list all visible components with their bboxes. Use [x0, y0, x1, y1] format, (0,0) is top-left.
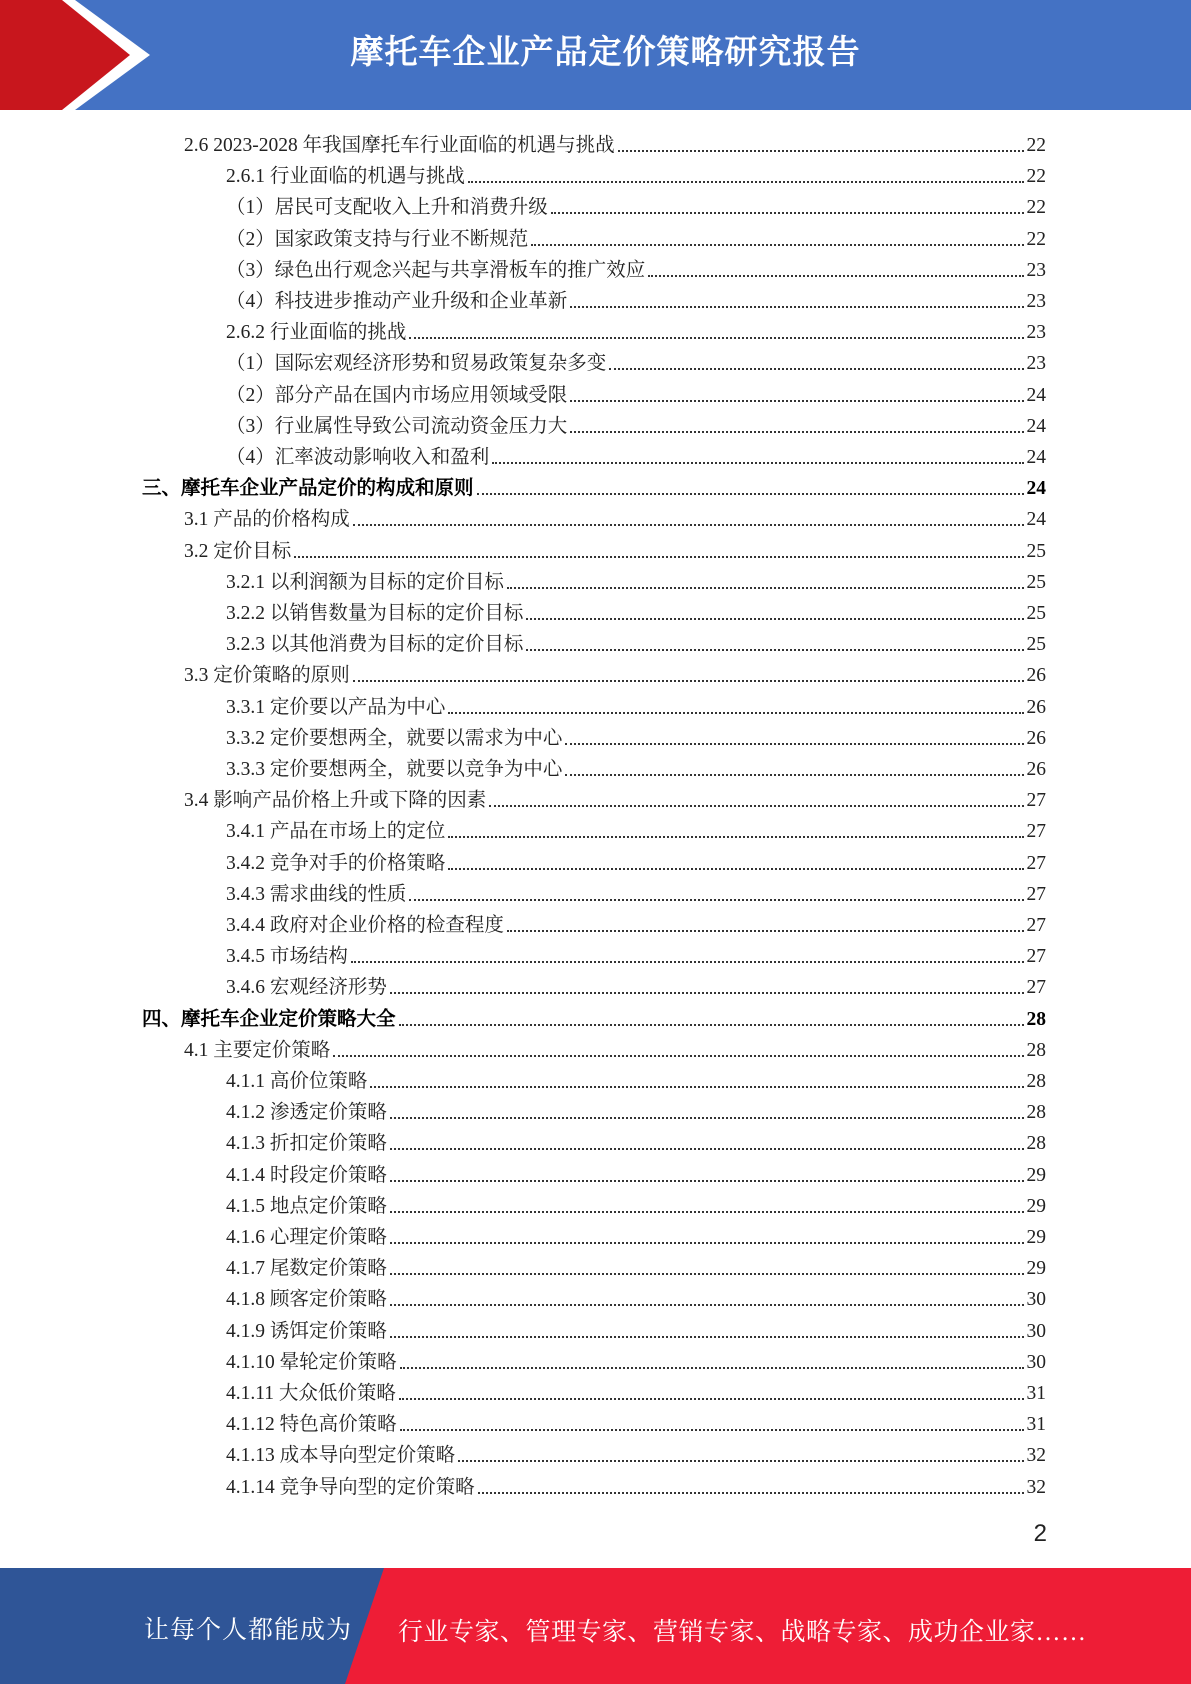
toc-entry-page: 29 [1026, 1227, 1046, 1248]
toc-dot-leader [399, 1024, 1024, 1026]
toc-dot-leader [648, 275, 1023, 277]
toc-entry-page: 23 [1026, 291, 1046, 312]
toc-entry-page: 24 [1026, 478, 1046, 500]
toc-entry[interactable] [226, 751, 1046, 782]
toc-dot-leader [526, 649, 1023, 651]
toc-entry-page: 30 [1026, 1351, 1046, 1373]
report-title: 摩托车企业产品定价策略研究报告 [350, 32, 861, 71]
toc-dot-leader [489, 805, 1023, 807]
toc-entry[interactable] [142, 470, 1046, 501]
toc-entry-label: 3.4 影响产品价格上升或下降的因素 [184, 790, 487, 812]
toc-entry-label: 3.2.2 以销售数量为目标的定价目标 [226, 603, 524, 624]
toc-dot-leader [400, 1429, 1024, 1431]
toc-dot-leader [390, 992, 1024, 994]
toc-entry-page: 30 [1026, 1289, 1046, 1311]
toc-entry[interactable] [226, 1437, 1046, 1468]
toc-entry-label: 4.1.12 特色高价策略 [226, 1414, 397, 1436]
toc-entry[interactable] [184, 501, 1046, 532]
toc-entry-label: 3.3 定价策略的原则 [184, 665, 350, 687]
toc-dot-leader [507, 930, 1024, 932]
toc-entry-page: 25 [1026, 571, 1046, 593]
toc-entry-label: 3.4.3 需求曲线的性质 [226, 883, 407, 905]
toc-entry-page: 25 [1026, 603, 1046, 624]
toc-entry[interactable] [184, 533, 1046, 564]
toc-entry-page: 24 [1026, 447, 1046, 468]
toc-dot-leader [409, 899, 1023, 901]
toc-entry-page: 29 [1026, 1164, 1046, 1186]
footer-slogan-left: 让每个人都能成为 [144, 1617, 353, 1644]
toc-entry[interactable] [226, 221, 1046, 252]
toc-entry[interactable] [184, 127, 1046, 158]
toc-entry-page: 31 [1026, 1414, 1046, 1436]
toc-entry[interactable] [226, 938, 1046, 969]
toc-entry[interactable] [226, 1188, 1046, 1219]
toc-entry-page: 29 [1026, 1195, 1046, 1217]
toc-dot-leader [351, 961, 1024, 963]
toc-entry[interactable] [226, 595, 1046, 626]
toc-entry-page: 32 [1026, 1476, 1046, 1498]
toc-entry-page: 25 [1026, 634, 1046, 656]
toc-entry-label: （3）绿色出行观念兴起与共享滑板车的推广效应 [226, 259, 646, 281]
toc-entry-page: 28 [1026, 1102, 1046, 1124]
toc-dot-leader [399, 1398, 1024, 1400]
toc-entry[interactable] [226, 1406, 1046, 1437]
toc-dot-leader [390, 1117, 1024, 1119]
toc-entry-label: 3.2.3 以其他消费为目标的定价目标 [226, 634, 524, 656]
toc-entry-label: 2.6.1 行业面临的机遇与挑战 [226, 166, 465, 188]
toc-entry[interactable] [226, 564, 1046, 595]
toc-entry-page: 27 [1026, 790, 1046, 812]
toc-entry[interactable] [226, 1250, 1046, 1281]
toc-dot-leader [570, 400, 1023, 402]
toc-dot-leader [353, 680, 1024, 682]
toc-entry[interactable] [226, 1125, 1046, 1156]
toc-entry-label: 3.1 产品的价格构成 [184, 509, 350, 531]
toc-dot-leader [390, 1148, 1024, 1150]
toc-dot-leader [570, 431, 1023, 433]
toc-dot-leader [390, 1304, 1024, 1306]
toc-dot-leader [570, 306, 1023, 308]
toc-entry-page: 26 [1026, 759, 1046, 780]
toc-entry[interactable] [226, 1281, 1046, 1312]
toc-entry-label: 4.1.13 成本导向型定价策略 [226, 1445, 456, 1467]
toc-entry[interactable] [226, 1219, 1046, 1250]
toc-entry-label: 4.1.8 顾客定价策略 [226, 1289, 387, 1311]
toc-entry-label: 3.4.5 市场结构 [226, 946, 348, 968]
toc-entry-label: 3.3.1 定价要以产品为中心 [226, 696, 446, 718]
toc-entry[interactable] [184, 1032, 1046, 1063]
toc-dot-leader [390, 1180, 1024, 1182]
toc-entry-label: 4.1.10 晕轮定价策略 [226, 1351, 397, 1373]
toc-entry-label: 3.4.6 宏观经济形势 [226, 977, 387, 999]
toc-dot-leader [294, 556, 1023, 558]
toc-dot-leader [370, 1086, 1023, 1088]
toc-entry-page: 32 [1026, 1445, 1046, 1467]
toc-entry-page: 28 [1026, 1039, 1046, 1061]
toc-dot-leader [409, 337, 1023, 339]
toc-entry-label: 3.4.1 产品在市场上的定位 [226, 821, 446, 843]
toc-entry-label: 4.1.7 尾数定价策略 [226, 1258, 387, 1280]
footer-slogan-right: 行业专家、管理专家、营销专家、战略专家、成功企业家…… [398, 1619, 1087, 1646]
toc-entry[interactable] [226, 408, 1046, 439]
toc-entry[interactable] [226, 158, 1046, 189]
toc-entry[interactable] [184, 782, 1046, 813]
toc-entry[interactable] [226, 689, 1046, 720]
toc-dot-leader [353, 524, 1024, 526]
toc-dot-leader [565, 774, 1023, 776]
toc-entry-page: 29 [1026, 1258, 1046, 1280]
toc-entry[interactable] [226, 720, 1046, 751]
toc-dot-leader [448, 712, 1023, 714]
toc-dot-leader [526, 618, 1023, 620]
toc-dot-leader [551, 212, 1024, 214]
toc-dot-leader [507, 587, 1024, 589]
toc-entry-page: 22 [1026, 197, 1046, 219]
toc-entry[interactable] [226, 189, 1046, 220]
toc-entry[interactable] [226, 1344, 1046, 1375]
toc-entry-page: 27 [1026, 883, 1046, 905]
toc-entry-page: 27 [1026, 977, 1046, 999]
toc-entry-label: 3.3.3 定价要想两全，就要以竞争为中心 [226, 759, 563, 780]
toc-entry-page: 27 [1026, 821, 1046, 843]
toc-dot-leader [390, 1242, 1024, 1244]
toc-entry[interactable] [226, 845, 1046, 876]
page-header [0, 0, 1191, 110]
toc-entry[interactable] [226, 1063, 1046, 1094]
toc-entry[interactable] [226, 1313, 1046, 1344]
toc-dot-leader [390, 1336, 1024, 1338]
toc-dot-leader [458, 1460, 1023, 1462]
toc-entry[interactable] [226, 1375, 1046, 1406]
toc-entry-page: 22 [1026, 135, 1046, 156]
toc-entry-page: 30 [1026, 1320, 1046, 1342]
toc-entry-label: 2.6.2 行业面临的挑战 [226, 322, 407, 344]
toc-entry-label: 4.1.2 渗透定价策略 [226, 1102, 387, 1124]
toc-entry[interactable] [226, 907, 1046, 938]
toc-entry-label: 4.1.4 时段定价策略 [226, 1164, 387, 1186]
toc-entry-page: 23 [1026, 353, 1046, 375]
toc-entry[interactable] [226, 969, 1046, 1000]
toc-entry-page: 28 [1026, 1071, 1046, 1092]
toc-entry-page: 26 [1026, 727, 1046, 749]
toc-entry[interactable] [226, 1157, 1046, 1188]
toc-dot-leader [531, 244, 1023, 246]
toc-dot-leader [448, 836, 1023, 838]
toc-entry[interactable] [226, 345, 1046, 376]
toc-entry[interactable] [226, 283, 1046, 314]
toc-entry-label: 3.4.2 竞争对手的价格策略 [226, 852, 446, 874]
toc-dot-leader [478, 1492, 1024, 1494]
toc-entry-label: 4.1.14 竞争导向型的定价策略 [226, 1476, 475, 1498]
toc-entry[interactable] [226, 314, 1046, 345]
toc-entry-page: 24 [1026, 384, 1046, 406]
toc-entry[interactable] [226, 813, 1046, 844]
toc-entry-label: 四、摩托车企业定价策略大全 [142, 1008, 396, 1030]
toc-entry[interactable] [226, 1469, 1046, 1500]
toc-entry-page: 27 [1026, 852, 1046, 874]
toc-entry-label: （3）行业属性导致公司流动资金压力大 [226, 415, 568, 437]
toc-dot-leader [492, 462, 1023, 464]
toc-dot-leader [609, 368, 1023, 370]
toc-dot-leader [565, 743, 1023, 745]
toc-entry[interactable] [226, 377, 1046, 408]
toc-dot-leader [468, 181, 1024, 183]
toc-entry-label: （1）居民可支配收入上升和消费升级 [226, 197, 548, 219]
toc-entry-label: 3.2 定价目标 [184, 540, 292, 562]
toc-entry-label: （2）国家政策支持与行业不断规范 [226, 228, 529, 250]
toc-entry-label: （4）科技进步推动产业升级和企业革新 [226, 291, 568, 312]
toc-entry-page: 24 [1026, 415, 1046, 437]
toc-entry-label: 3.3.2 定价要想两全，就要以需求为中心 [226, 727, 563, 749]
toc-entry-label: 4.1.5 地点定价策略 [226, 1195, 387, 1217]
toc-entry-page: 22 [1026, 166, 1046, 188]
toc-entry-label: 3.2.1 以利润额为目标的定价目标 [226, 571, 504, 593]
toc-entry-page: 27 [1026, 946, 1046, 968]
toc-entry-label: 4.1.3 折扣定价策略 [226, 1133, 387, 1155]
toc-entry-page: 26 [1026, 665, 1046, 687]
toc-entry-page: 23 [1026, 259, 1046, 281]
toc-entry-page: 28 [1026, 1008, 1046, 1030]
toc-entry-label: 4.1 主要定价策略 [184, 1039, 331, 1061]
toc-entry-page: 25 [1026, 540, 1046, 562]
toc-entry-label: 4.1.1 高价位策略 [226, 1071, 368, 1092]
toc-entry[interactable] [226, 876, 1046, 907]
page-footer [0, 1568, 1191, 1684]
toc-entry-label: 4.1.9 诱饵定价策略 [226, 1320, 387, 1342]
toc-entry-page: 26 [1026, 696, 1046, 718]
toc-dot-leader [477, 493, 1024, 495]
toc-entry[interactable] [142, 1001, 1046, 1032]
toc-dot-leader [618, 150, 1024, 152]
page-number: 2 [1033, 1520, 1047, 1547]
toc-entry[interactable] [226, 626, 1046, 657]
toc-entry[interactable] [226, 1094, 1046, 1125]
toc-entry-page: 24 [1026, 509, 1046, 531]
toc-entry-label: 3.4.4 政府对企业价格的检查程度 [226, 915, 504, 936]
toc-entry-page: 28 [1026, 1133, 1046, 1155]
toc-entry-page: 31 [1026, 1383, 1046, 1404]
toc-dot-leader [448, 868, 1023, 870]
toc-dot-leader [333, 1055, 1023, 1057]
toc-entry-label: 三、摩托车企业产品定价的构成和原则 [142, 478, 474, 500]
toc-entry-page: 22 [1026, 228, 1046, 250]
toc-entry-label: 4.1.6 心理定价策略 [226, 1227, 387, 1248]
toc-entry-page: 23 [1026, 322, 1046, 344]
toc-dot-leader [400, 1367, 1024, 1369]
toc-entry[interactable] [226, 439, 1046, 470]
toc-entry[interactable] [226, 252, 1046, 283]
toc-entry-label: （4）汇率波动影响收入和盈利 [226, 447, 490, 468]
toc-entry[interactable] [184, 657, 1046, 688]
toc-dot-leader [390, 1273, 1024, 1275]
toc-entry-label: （2）部分产品在国内市场应用领域受限 [226, 384, 568, 406]
toc-entry-label: 2.6 2023-2028 年我国摩托车行业面临的机遇与挑战 [184, 135, 615, 156]
toc-dot-leader [390, 1211, 1024, 1213]
toc-entry-label: 4.1.11 大众低价策略 [226, 1383, 396, 1404]
toc-entry-label: （1）国际宏观经济形势和贸易政策复杂多变 [226, 353, 607, 375]
toc-entry-page: 27 [1026, 915, 1046, 936]
